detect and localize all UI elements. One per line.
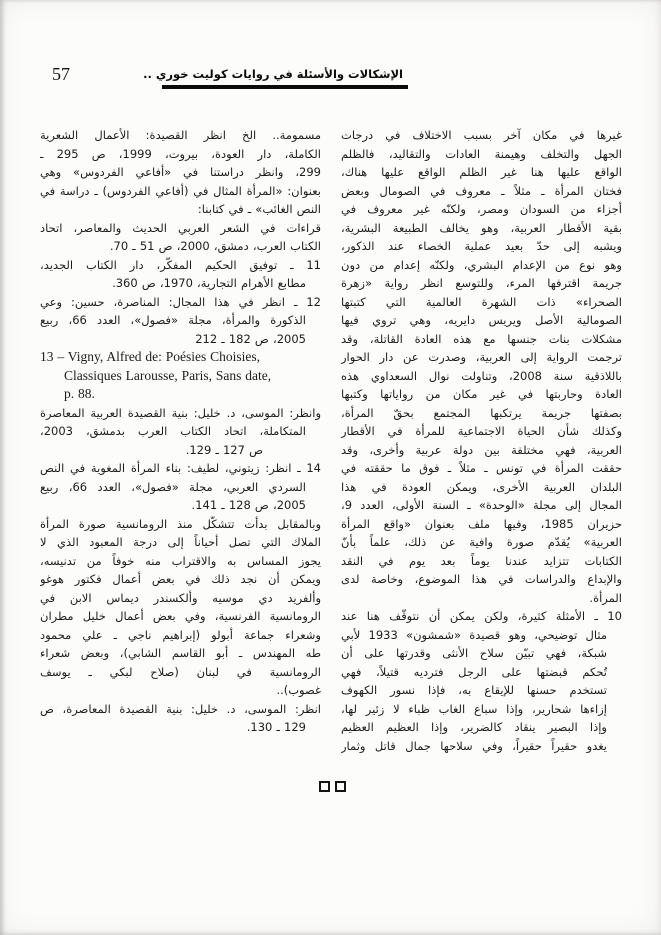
text-line: 2005، ص 128 ـ 141.: [191, 498, 306, 512]
text-line: الصحراء» ذات الشهرة العالمية التي كتبتها: [341, 294, 622, 309]
text-line: الرومانسية الفرنسية، وفي بعض أعمال خليل مطران: [40, 609, 321, 623]
text-line: وشعراء جماعة أبولو (إبراهيم ناجي ـ علي محمود: [40, 627, 321, 642]
text-line: 14 ـ انظر: زيتوني، لطيف: بناء المرأة المغوية في النص: [40, 461, 321, 475]
text-line: العربية» يُقدّم صورة وافية عن ذلك، علماً بأنّ: [341, 535, 622, 549]
text-line: العربية، فهي مختلفة بين دولة عربية وأخرى، وقد: [341, 442, 622, 457]
text-line: 299، وانظر دراستنا في «أفاعي الفردوس» وهي: [40, 165, 321, 179]
text-line: وألفريد دي موسيه وألكسندر ديماس الابن في: [40, 590, 321, 605]
text-line: والإبداع والدراسات في هذا الموضوع، وخاصة لدى: [341, 572, 622, 586]
text-line: المتكاملة، اتحاد الكتاب العرب بدمشق، 2003،: [40, 424, 306, 438]
text-line: فختان المرأة ـ مثلاً ـ معروف في الصومال وبعض: [341, 183, 622, 198]
page-header: [143, 67, 408, 89]
page-number: 57: [52, 64, 70, 84]
text-line: بقية الأقطار العربية، وهو يخالف الطبيعة البشرية،: [341, 220, 622, 235]
text-line: وكذلك شأن الحياة الاجتماعية للمرأة في الأقطار: [341, 424, 622, 438]
text-line: 12 ـ انظر في هذا المجال: المناصرة، حسين: وعي: [40, 294, 321, 309]
text-line: مثال توضيحي، وهو قصيدة «شمشون» 1933 لأبي: [341, 627, 607, 642]
text-line: وبالمقابل بدأت تتشكّل منذ الرومانسية صورة المرأة: [40, 516, 321, 531]
text-line: غيرها في مكان آخر بسبب الاختلاف في درجات: [341, 128, 622, 142]
text-line: تُحكم قبضتها على الرجل فترديه قتيلاً، فهي: [341, 664, 607, 679]
text-line: جريمة اقترفها المرء، وللتوسع انظر رواية «زهرة: [341, 276, 622, 290]
text-line: العادة وحاربتها في غير مكان من رواياتها وكتبها: [341, 387, 622, 401]
text-line: Classiques Larousse, Paris, Sans date,: [64, 367, 272, 383]
square-mark: [335, 781, 346, 792]
text-line: حزيران 1985، وفيها ملف بعنوان «واقع المرأة: [341, 516, 622, 531]
text-column-left: [40, 126, 321, 737]
text-column-right: [341, 126, 622, 755]
text-line: السردي العربي، مجلة «فصول»، العدد 66، ربيع: [40, 479, 306, 494]
text-line: وهو نوع من الإعدام البشري، ولكنّه إعدام من دون: [341, 257, 622, 272]
text-line: الملاك التي تصل أحياناً إلى درجة المعبود الذي لا: [40, 535, 321, 549]
text-line: بعنوان: «المرأة المثال في (أفاعي الفردوس) ـ دراسة في: [40, 183, 321, 198]
text-line: البلدان العربية الأخرى، ويمكن العودة في هذا: [341, 479, 622, 494]
square-mark: [319, 781, 330, 792]
running-header-title: الإشكالات والأسئلة في روايات كوليت خوري ..: [143, 67, 403, 81]
text-line: الذكورة والمرأة، مجلة «فصول»، العدد 66، ربيع: [40, 313, 306, 327]
text-line: ويمكن أن نجد ذلك في بعض أعمال فكتور هوغو: [40, 572, 321, 586]
text-line: مسمومة.. الخ انظر القصيدة: الأعمال الشعرية: [40, 128, 321, 142]
text-line: تستخدم حسنها للإيقاع به، فإذا نسور الكهوف: [341, 683, 607, 697]
text-line: انظر: الموسى، د. خليل: بنية القصيدة المعاصرة، ص: [40, 701, 321, 716]
end-of-text-marks: [319, 781, 346, 792]
text-line: شبكة، فهي تبيّن سلاح الأنثى وقدرتها على أن: [341, 646, 607, 660]
text-line: 2005، ص 182 ـ 212: [195, 331, 306, 346]
text-line: 10 ـ الأمثلة كثيرة، ولكن يمكن أن نتوقّف هنا عند: [341, 609, 622, 623]
text-line: وانظر: الموسى، د. خليل: بنية القصيدة العربية المعاصرة: [40, 405, 321, 420]
text-line: مشكلات بنات جنسها مع هذه العادة القاتلة، وقد: [341, 331, 622, 346]
text-line: قراءات في الشعر العربي الحديث والمعاصر، اتحاد: [40, 220, 321, 235]
text-line: 11 ـ توفيق الحكيم المفكّر، دار الكتاب الجديد،: [40, 257, 321, 272]
text-line: الكتابات تتزايد عندنا يوماً بعد يوم في النقد: [341, 553, 622, 568]
text-line: ص 127 ـ 129.: [185, 442, 263, 457]
text-line: الكتاب العرب، دمشق، 2000، ص 51 ـ 70.: [109, 239, 321, 253]
text-line: بصفتها جريمة يرتكبها المجتمع بحقّ المرأة،: [341, 405, 622, 420]
text-line: الكاملة، دار العودة، بيروت، 1999، ص 295 ـ: [40, 146, 321, 161]
text-line: p. 88.: [64, 386, 95, 401]
text-line: حققت المرأة في تونس ـ مثلاً ـ فوق ما حققته في: [341, 461, 622, 475]
text-line: يجوز المساس به والاقتراب منه خوفاً من تدنيسه،: [40, 553, 321, 568]
text-line: 13 – Vigny, Alfred de: Poésies Choisies,: [40, 349, 261, 364]
text-line: باللاذقية سنة 2008، وتناولت نوال السعداوي هذه: [341, 368, 622, 383]
text-line: وإذا البصير ينقاد كالضرير، وإذا العظيم العظيم: [341, 720, 607, 734]
text-line: يغدو حقيراً حقيراً، وفي سلاحها جمال قاتل وثمار: [341, 738, 607, 753]
text-line: الجهل والتخلف وهيمنة العادات والتقاليد، فالظلم: [341, 146, 622, 161]
text-line: مطابع الأهرام التجارية، 1970، ص 360.: [112, 276, 306, 290]
text-line: الرومانسية في لبنان (صلاح لبكي ـ يوسف: [40, 664, 321, 679]
text-line: المرأة.: [589, 590, 622, 605]
text-line: ويشبه إلى حدّ بعيد عملية الخصاء عند الذكور،: [341, 239, 622, 253]
text-line: الواقع عليها هنا غير الظلم الواقع عليها هناك،: [341, 165, 622, 179]
text-line: إزاءها شحارير، وإذا سباع الغاب ظباء لا زئير لها،: [341, 701, 607, 716]
text-line: المجال إلى مجلة «الوحدة» ـ السنة الأولى، العدد 9،: [341, 498, 622, 512]
text-line: طه المهندس ـ أبو القاسم الشابي)، وبعض شعراء: [40, 646, 321, 660]
text-line: 129 ـ 130.: [246, 720, 306, 734]
header-rule: [162, 85, 408, 89]
text-line: النص الغائب» ـ في كتابنا:: [197, 202, 321, 216]
text-line: ترجمت الرواية إلى العربية، وصدرت عن دار الحوار: [341, 350, 622, 364]
text-line: أجزاء من السودان ومصر، ولكنّه غير معروف في: [341, 202, 622, 216]
text-line: الصومالية الأصل ويريس دايريه، وهي تروي فيها: [341, 313, 622, 327]
text-line: غصوب)..: [276, 683, 321, 697]
